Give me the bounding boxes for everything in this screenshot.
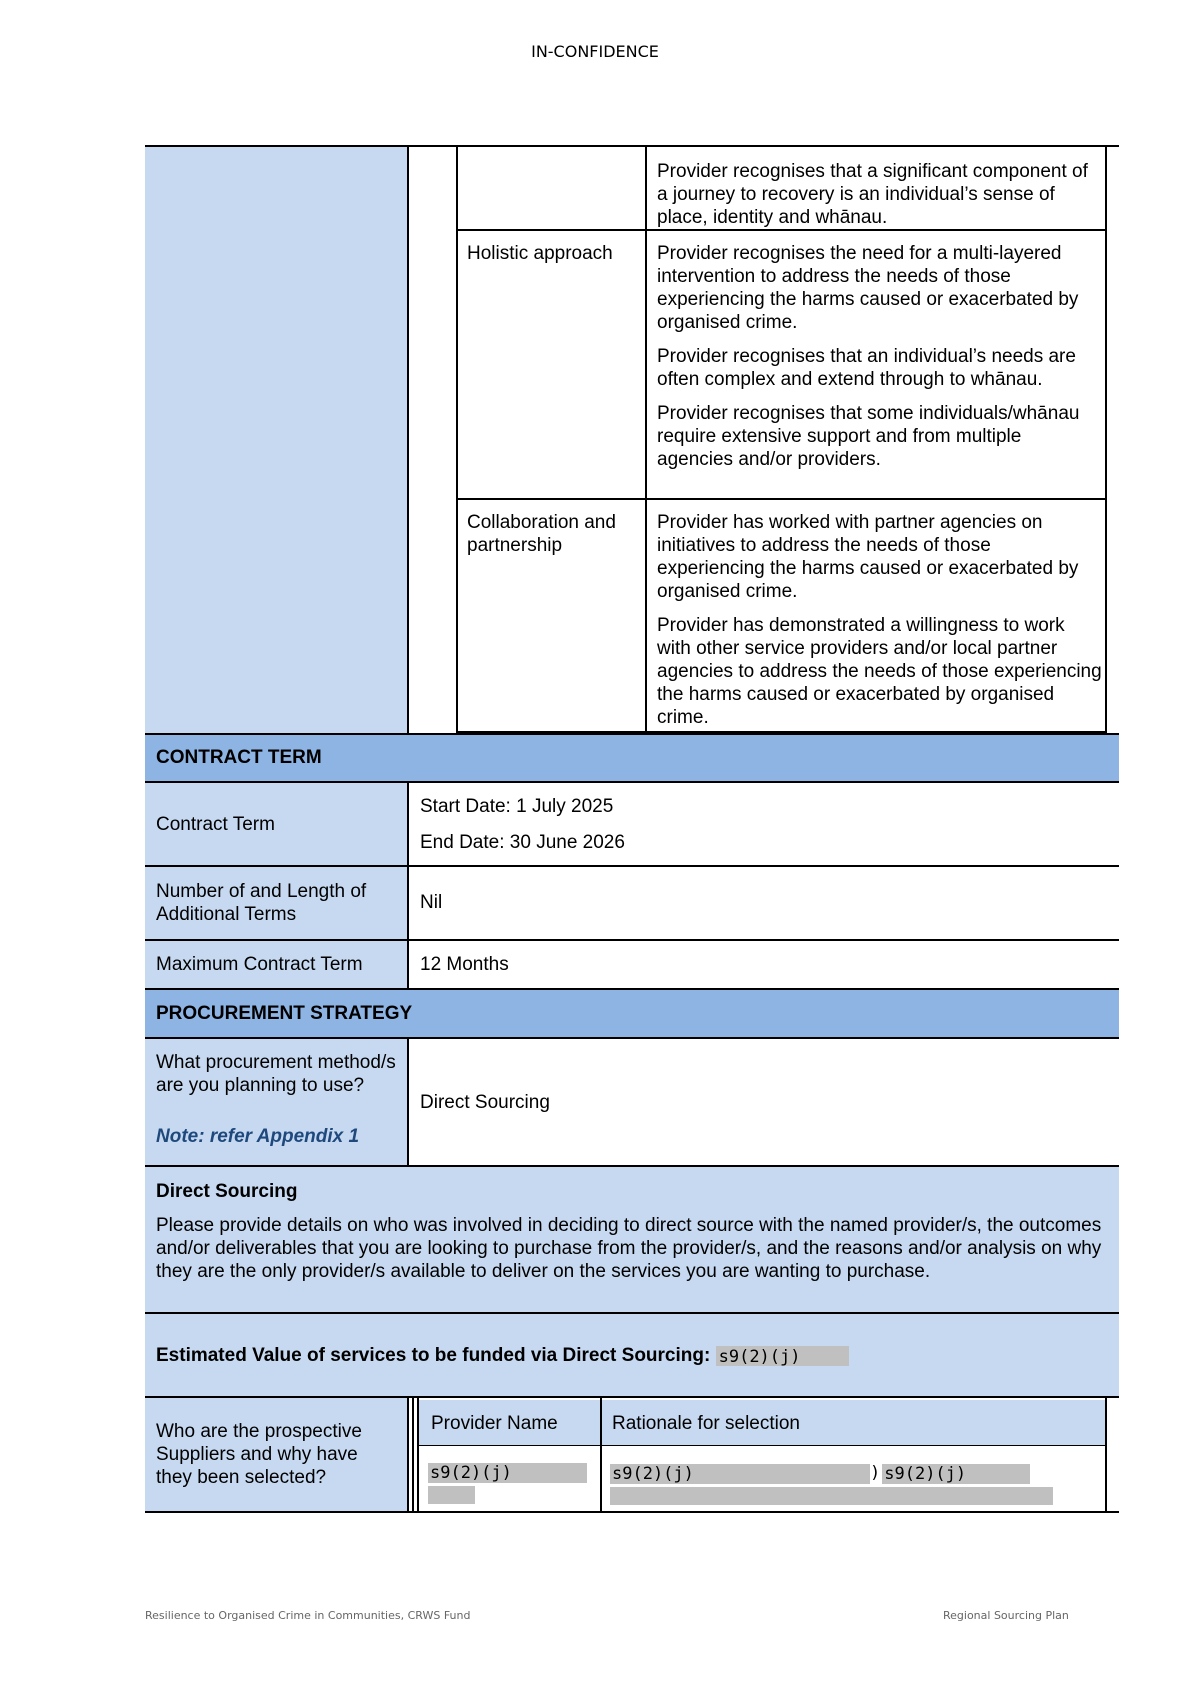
criteria-row-1 [657,242,1102,482]
additional-terms-value: Nil [420,892,443,913]
provider-name-header: Provider Name [431,1413,558,1434]
footer-plan-name: Regional Sourcing Plan [943,1609,1069,1622]
start-date: Start Date: 1 July 2025 [420,796,614,817]
max-term-label-cell [145,941,407,988]
redaction-block [882,1464,1030,1484]
direct-sourcing-cell [145,1167,1119,1312]
redaction-code: s9(2)(j) [718,1346,801,1367]
redaction-block [716,1346,849,1366]
criteria-left-cell [145,145,407,733]
additional-terms-label-cell [145,867,407,939]
criteria-label-holistic: Holistic approach [467,243,613,264]
estimated-value-label: Estimated Value of services to be funded via Direct Sourcing: [156,1345,711,1366]
redaction-code: s9(2)(j) [430,1463,512,1483]
procurement-section-header [145,990,1119,1037]
redaction-block [610,1464,870,1484]
max-term-label: Maximum Contract Term [156,954,363,975]
criteria-paragraph: Provider recognises that some individuals/whānau require extensive support and from multiple agencies and/or providers. [657,403,1080,470]
redaction-block [610,1487,1053,1505]
footer-document-title: Resilience to Organised Crime in Communities, CRWS Fund [145,1609,471,1622]
redaction-code: s9(2)(j) [612,1463,694,1484]
contract-term-label: Contract Term [156,814,275,835]
criteria-paragraph: Provider recognises the need for a multi-layered intervention to address the needs of those experiencing the harms caused or exacerbated by organised crime. [657,243,1079,333]
end-date: End Date: 30 June 2026 [420,832,625,853]
rationale-header: Rationale for selection [612,1413,800,1434]
contract-term-heading: CONTRACT TERM [156,747,322,768]
estimated-value-line [156,1344,849,1367]
criteria-label-collaboration: Collaboration and partnership [467,512,616,556]
redaction-paren: ) [870,1463,881,1483]
direct-sourcing-instructions: Please provide details on who was involved in deciding to direct source with the named provider/s, the outcomes and/or deliverables that you are looking to purchase from the provider/s, and the reasons and/or analysis on why they are the only provider/s available to deliver on the services you are wanting to purchase. [156,1215,1102,1282]
additional-terms-label: Number of and Length of Additional Terms [156,881,367,925]
procurement-heading: PROCUREMENT STRATEGY [156,1003,413,1024]
criteria-row-0 [657,160,1102,240]
method-value: Direct Sourcing [420,1092,550,1113]
criteria-paragraph: Provider recognises that an individual’s needs are often complex and extend through to whānau. [657,346,1076,390]
method-label-cell [145,1039,407,1165]
max-term-value: 12 Months [420,954,509,975]
direct-sourcing-title: Direct Sourcing [156,1181,298,1202]
criteria-paragraph: Provider has worked with partner agencies on initiatives to address the needs of those experiencing the harms caused or exacerbated by organised crime. [657,512,1079,602]
redaction-block [428,1486,475,1504]
redaction-code: s9(2)(j) [884,1463,967,1484]
contract-term-label-cell [145,783,407,865]
classification-header: IN-CONFIDENCE [531,42,659,61]
method-note: Note: refer Appendix 1 [156,1126,360,1147]
criteria-row-2 [657,511,1102,740]
estimated-value-cell [145,1314,1119,1396]
rationale-cell [610,1463,1100,1505]
redaction-block [428,1463,587,1483]
suppliers-label-cell [145,1398,407,1511]
suppliers-question: Who are the prospective Suppliers and why have they been selected? [156,1421,362,1488]
criteria-paragraph: Provider has demonstrated a willingness to work with other service providers and/or local partner agencies to address the needs of those experiencing the harms caused or exacerbated by organised crime. [657,615,1102,728]
contract-term-section-header [145,733,1119,781]
provider-name-cell [428,1463,587,1504]
criteria-paragraph: Provider recognises that a significant component of a journey to recovery is an individual’s sense of place, identity and whānau. [657,161,1088,228]
method-question: What procurement method/s are you planning to use? [156,1052,396,1096]
